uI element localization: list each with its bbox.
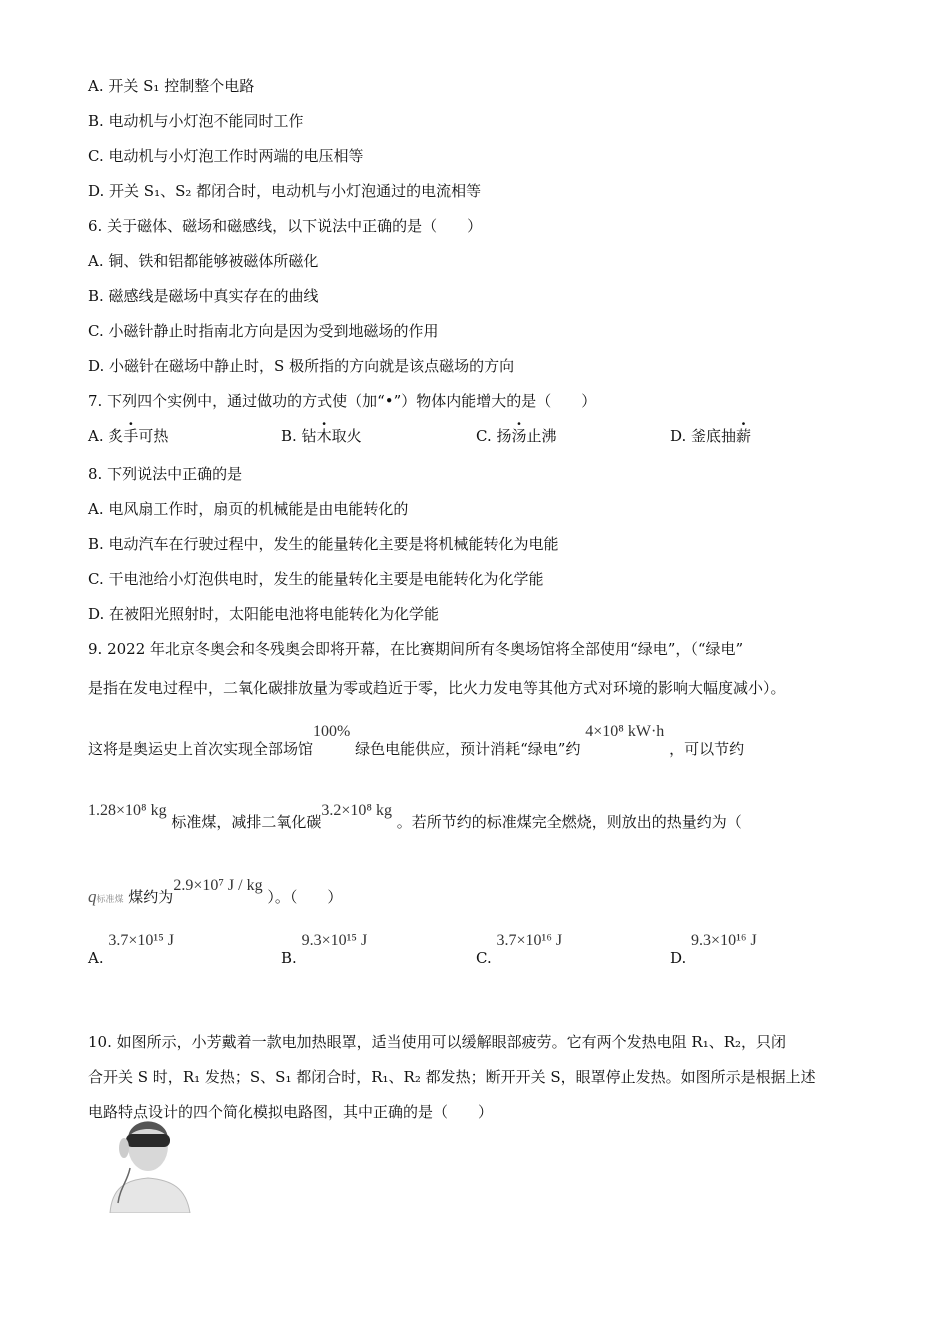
q6-option-c: C. 小磁针静止时指南北方向是因为受到地磁场的作用 <box>88 322 439 340</box>
q8-option-c: C. 干电池给小灯泡供电时，发生的能量转化主要是电能转化为化学能 <box>88 570 544 588</box>
emphasis-dot-char: 手 <box>123 427 139 445</box>
q9-line-3: 这将是奥运史上首次实现全部场馆100% 绿色电能供应，预计消耗“绿电”约 4×10⁸ kW·h ，可以节约 <box>88 723 745 758</box>
q7-stem: 7. 下列四个实例中，通过做功的方式使（加“•”）物体内能增大的是（ ） <box>88 392 597 410</box>
q9-option-d: D. 9.3×10¹⁶ J <box>670 932 757 967</box>
formula-energy: 4×10⁸ kW·h <box>585 723 665 740</box>
q8-option-d: D. 在被阳光照射时，太阳能电池将电能转化为化学能 <box>88 605 440 623</box>
q5-option-a: A. 开关 S₁ 控制整个电路 <box>88 77 255 95</box>
q9-line-4: 1.28×10⁸ kg 标准煤，减排二氧化碳3.2×10⁸ kg 。若所节约的标准煤完全燃烧，则放出的热量约为（ <box>88 802 742 831</box>
q6-stem: 6. 关于磁体、磁场和磁感线，以下说法中正确的是（ ） <box>88 217 483 235</box>
q6-option-b: B. 磁感线是磁场中真实存在的曲线 <box>88 287 319 305</box>
formula-percent: 100% <box>313 723 351 740</box>
eye-mask-photo <box>100 1108 196 1213</box>
q8-stem: 8. 下列说法中正确的是 <box>88 465 243 483</box>
emphasis-dot-char: 薪 <box>736 427 752 445</box>
q10-line-1: 10. 如图所示，小芳戴着一款电加热眼罩，适当使用可以缓解眼部疲劳。它有两个发热电阻 R₁、R₂，只闭 <box>88 1033 787 1051</box>
formula-heat-value: 2.9×10⁷ J / kg <box>173 877 263 894</box>
formula-co2: 3.2×10⁸ kg <box>321 802 393 819</box>
q9-line-2: 是指在发电过程中，二氧化碳排放量为零或趋近于零，比火力发电等其他方式对环境的影响大幅度减小）。 <box>88 679 786 697</box>
q5-option-b: B. 电动机与小灯泡不能同时工作 <box>88 112 304 130</box>
q9-line-5: q标准煤 煤约为2.9×10⁷ J / kg ）。（ ） <box>88 877 343 906</box>
q9-option-b: B. 9.3×10¹⁵ J <box>281 932 368 967</box>
q7-option-c: C. 扬汤止沸 <box>476 427 557 445</box>
q9-line-1: 9. 2022 年北京冬奥会和冬残奥会即将开幕，在比赛期间所有冬奥场馆将全部使用“绿电”，（“绿电” <box>88 640 744 658</box>
q9-option-c: C. 3.7×10¹⁶ J <box>476 932 563 967</box>
q7-option-a: A. 炙手可热 <box>88 427 169 445</box>
q8-option-b: B. 电动汽车在行驶过程中，发生的能量转化主要是将机械能转化为电能 <box>88 535 559 553</box>
q7-option-b: B. 钻木取火 <box>281 427 362 445</box>
q5-option-d: D. 开关 S₁、S₂ 都闭合时，电动机与小灯泡通过的电流相等 <box>88 182 482 200</box>
q6-option-a: A. 铜、铁和铝都能够被磁体所磁化 <box>88 252 319 270</box>
formula-q-symbol: q <box>88 887 97 906</box>
q10-line-2: 合开关 S 时，R₁ 发热；S、S₁ 都闭合时，R₁、R₂ 都发热；断开开关 S，眼罩停止发热。如图所示是根据上述 <box>88 1068 816 1086</box>
q10-line-3: 电路特点设计的四个简化模拟电路图，其中正确的是（ ） <box>88 1103 494 1121</box>
emphasis-dot-char: 木 <box>316 427 332 445</box>
emphasis-dot-char: 汤 <box>511 427 527 445</box>
q6-option-d: D. 小磁针在磁场中静止时，S 极所指的方向就是该点磁场的方向 <box>88 357 515 375</box>
q9-option-a: A. 3.7×10¹⁵ J <box>88 932 175 967</box>
q8-option-a: A. 电风扇工作时，扇页的机械能是由电能转化的 <box>88 500 409 518</box>
formula-coal: 1.28×10⁸ kg <box>88 802 167 819</box>
q5-option-c: C. 电动机与小灯泡工作时两端的电压相等 <box>88 147 364 165</box>
q7-option-d: D. 釜底抽薪 <box>670 427 752 445</box>
